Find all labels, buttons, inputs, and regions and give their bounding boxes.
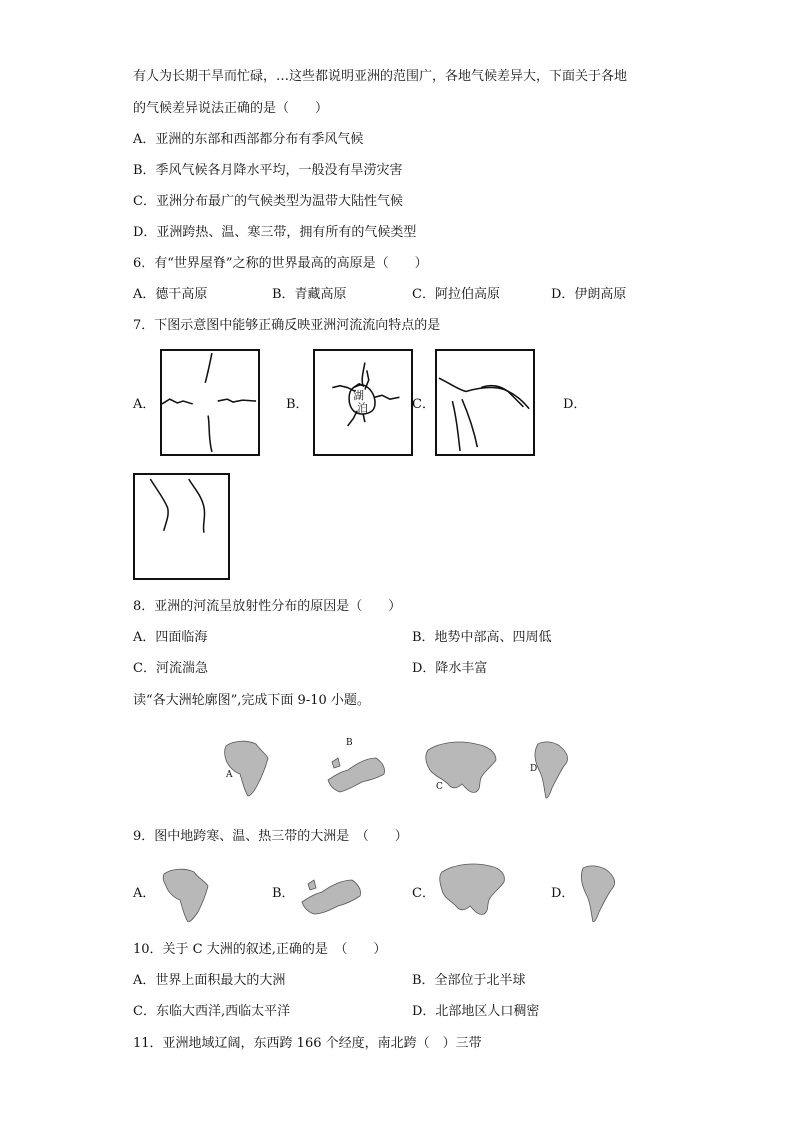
intro-line-1: 有人为长期干旱而忙碌，…这些都说明亚洲的范围广，各地气候差异大，下面关于各地 — [133, 69, 628, 84]
q6-option-c: C．阿拉伯高原 — [412, 287, 500, 302]
intro-option-a: A．亚洲的东部和西部都分布有季风气候 — [133, 132, 364, 147]
river-diagram-a-lines — [162, 351, 258, 454]
continents-svg — [220, 736, 580, 800]
q8-option-c: C．河流湍急 — [133, 661, 208, 676]
continents-figure — [220, 736, 580, 800]
river-diagram-c — [435, 349, 535, 456]
europe-shape — [328, 758, 385, 792]
q8-stem: 8．亚洲的河流呈放射性分布的原因是（ ） — [133, 599, 402, 614]
q6-stem: 6．有“世界屋脊”之称的世界最高的高原是（ ） — [133, 256, 428, 271]
q7-stem: 7．下图示意图中能够正确反映亚洲河流流向特点的是 — [133, 318, 441, 333]
q11-stem: 11．亚洲地域辽阔，东西跨 166 个经度，南北跨（ ）三带 — [133, 1036, 482, 1051]
q7-label-b: B． — [286, 397, 309, 412]
lake-char-1: 湖 — [353, 390, 364, 403]
map-label-d: D — [530, 764, 538, 774]
q6-option-a: A．德干高原 — [133, 287, 208, 302]
map-label-a: A — [226, 770, 233, 780]
read-instruction: 读“各大洲轮廓图”,完成下面 9-10 小题。 — [133, 693, 370, 708]
q6-option-b: B．青藏高原 — [272, 287, 347, 302]
river-diagram-b — [313, 349, 413, 456]
q9-africa-outline — [160, 866, 212, 922]
africa-shape — [225, 741, 269, 796]
river-diagram-c-lines — [437, 351, 533, 454]
q9-asia-outline — [438, 860, 506, 920]
south-america-shape — [535, 742, 568, 798]
river-diagram-d-lines — [135, 475, 228, 578]
q9-label-d: D． — [551, 886, 575, 901]
q9-europe-outline — [300, 868, 362, 916]
q9-stem: 9．图中地跨寒、温、热三带的大洲是 （ ） — [133, 829, 408, 844]
lake-char-2: 泊 — [357, 402, 368, 415]
intro-line-2: 的气候差异说法正确的是（ ） — [133, 101, 329, 116]
intro-option-c: C．亚洲分布最广的气候类型为温带大陆性气候 — [133, 194, 403, 209]
q7-label-a: A． — [133, 397, 156, 412]
river-diagram-a — [160, 349, 260, 456]
q9-label-c: C． — [412, 886, 435, 901]
intro-option-b: B．季风气候各月降水平均，一般没有旱涝灾害 — [133, 163, 403, 178]
map-label-c: C — [436, 782, 443, 792]
q10-option-c: C．东临大西洋,西临太平洋 — [133, 1004, 291, 1019]
map-label-b: B — [346, 738, 353, 748]
q7-label-d: D． — [563, 397, 587, 412]
q10-option-b: B．全部位于北半球 — [412, 973, 526, 988]
q9-label-b: B． — [272, 886, 295, 901]
q9-south-america-outline — [577, 862, 617, 922]
river-diagram-d — [133, 473, 230, 580]
q7-label-c: C． — [412, 397, 435, 412]
q8-option-b: B．地势中部高、四周低 — [412, 630, 552, 645]
q10-stem: 10．关于 C 大洲的叙述,正确的是 （ ） — [133, 942, 387, 957]
intro-option-d: D．亚洲跨热、温、寒三带，拥有所有的气候类型 — [133, 225, 417, 240]
q8-option-a: A．四面临海 — [133, 630, 208, 645]
q9-label-a: A． — [133, 886, 156, 901]
q10-option-d: D．北部地区人口稠密 — [412, 1004, 540, 1019]
q6-option-d: D．伊朗高原 — [551, 287, 627, 302]
q10-option-a: A．世界上面积最大的大洲 — [133, 973, 286, 988]
q8-option-d: D．降水丰富 — [412, 661, 488, 676]
river-diagram-b-lines — [315, 351, 411, 454]
